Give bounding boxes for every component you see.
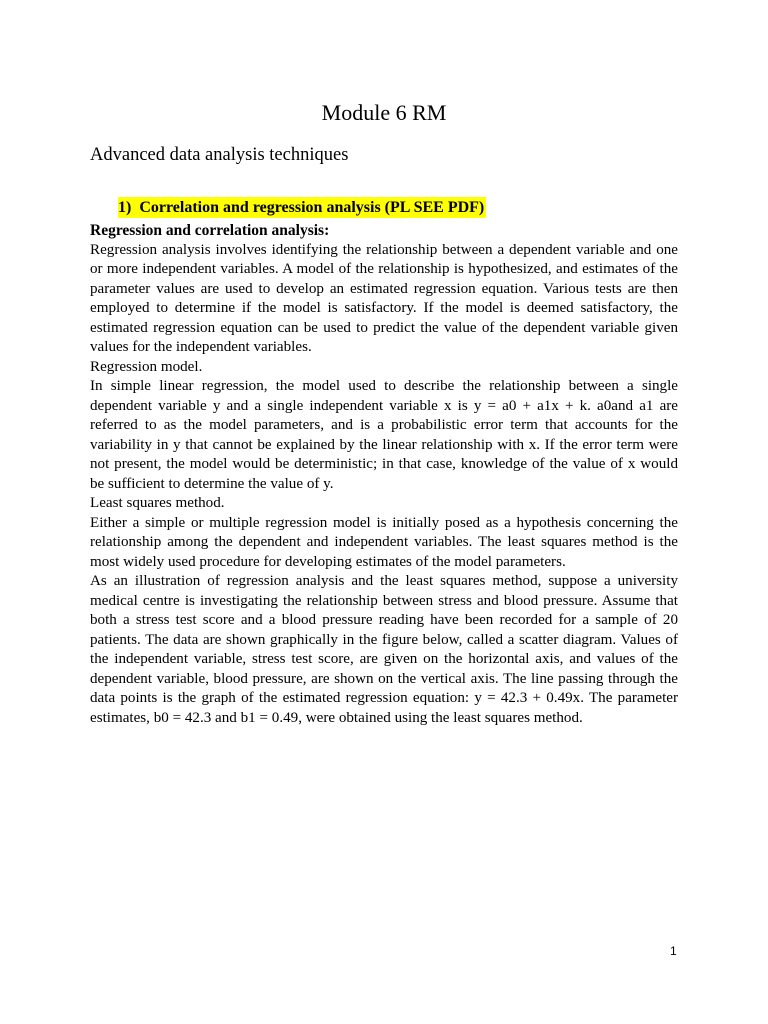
label-regression-model: Regression model. [90,358,203,375]
section-heading-highlighted [118,197,486,218]
paragraph-regression-analysis: Regression analysis involves identifying the relationship between a dependent variable and one or more independent variables. A model of the relationship is hypothesized, and estimates of the parameter values are used to develop an estimated regression equation. Various tests are then employed to determine if the model is satisfactory. If the model is deemed satisfactory, the estimated regression equation can be used to predict the value of the dependent variable given values for the independent variables. [90,241,678,355]
label-least-squares: Least squares method. [90,495,225,511]
paragraph-least-squares: Either a simple or multiple regression model is initially posed as a hypothesis concerning the relationship among the dependent and independent variables. The least squares method is the most widely used procedure for developing estimates of the model parameters. [90,514,678,570]
sub-heading: Regression and correlation analysis: [90,222,330,239]
page-title: Module 6 RM [321,100,447,125]
section-heading-text: Correlation and regression analysis (PL SEE PDF) [139,199,485,216]
body-text [90,221,678,728]
page-number: 1 [670,944,677,958]
page-subtitle: Advanced data analysis techniques [90,145,349,165]
section-number: 1) [118,199,132,216]
paragraph-simple-linear-regression: In simple linear regression, the model used to describe the relationship between a single dependent variable y and a single independent variable x is y = a0 + a1x + k. a0and a1 are referred to as the model parameters, and is a probabilistic error term that accounts for the variability in y that cannot be explained by the linear relationship with x. If the error term were not present, the model would be deterministic; in that case, knowledge of the value of x would be sufficient to determine the value of y. [90,378,678,492]
paragraph-illustration: As an illustration of regression analysis and the least squares method, suppose a university medical centre is investigating the relationship between stress and blood pressure. Assume that both a stress test score and a blood pressure reading have been recorded for a sample of 20 patients. The data are shown graphically in the figure below, called a scatter diagram. Values of the independent variable, stress test score, are given on the horizontal axis, and values of the dependent variable, blood pressure, are shown on the vertical axis. The line passing through the data points is the graph of the estimated regression equation: y = 42.3 + 0.49x. The parameter estimates, b0 = 42.3 and b1 = 0.49, were obtained using the least squares method. [90,573,678,726]
